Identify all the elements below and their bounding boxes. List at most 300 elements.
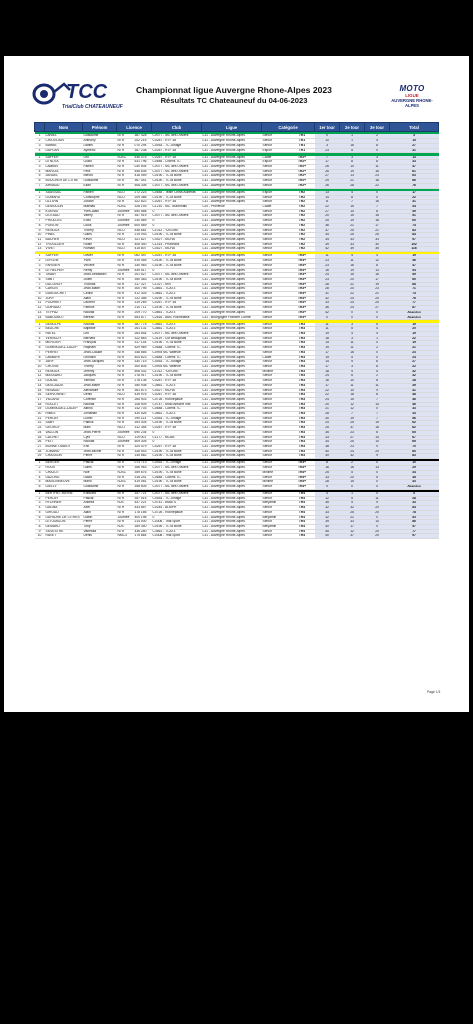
cell-club: C0190 - TC la Burle <box>152 480 202 485</box>
cell-tour3: 0 <box>365 310 390 315</box>
cell-ligue: L31 - Auvergne Rhone-Alpes <box>202 310 262 315</box>
cell-tour2: 21 <box>340 282 365 287</box>
cell-club: C0427 - MCHA <box>152 388 202 393</box>
cell-prenom: Cédric <box>83 292 117 297</box>
cell-prenom: David <box>83 475 117 480</box>
cell-tour1: 12 <box>315 496 340 501</box>
cell-tour1: 28 <box>315 480 340 485</box>
cell-licence-type: NTR <box>117 520 134 525</box>
cell-ligue: L31 - Auvergne Rhone-Alpes <box>202 259 262 264</box>
cell-licence-num: 278 136 <box>134 379 152 384</box>
cell-age-category: Senior <box>262 496 290 501</box>
cell-club: C0190 - TC la Burle <box>152 277 202 282</box>
cell-tour1: 13 <box>315 191 340 195</box>
cell-licence-type: NCO <box>117 247 134 252</box>
cell-total: 3 <box>390 134 439 138</box>
cell-category: TR4 <box>290 496 315 501</box>
cell-tour1: 10 <box>315 139 340 144</box>
cell-tour1: 32 <box>315 506 340 511</box>
cell-total: 97 <box>390 237 439 242</box>
cell-tour2: 24 <box>340 306 365 311</box>
cell-tour1: 36 <box>315 306 340 311</box>
cell-total: 33 <box>390 160 439 165</box>
cell-club: C0077 - MC des Oliviers <box>152 134 202 138</box>
cell-prenom: Leonard <box>83 355 117 360</box>
cell-club: 0 <box>152 430 202 435</box>
cell-total: 27 <box>390 360 439 365</box>
cell-licence-num: 412 303 <box>134 292 152 297</box>
cell-age-category: Senior <box>262 402 290 407</box>
cell-total: 22 <box>390 365 439 370</box>
cell-tour2: 24 <box>340 449 365 454</box>
cell-age-category: Senior <box>262 143 290 148</box>
cell-club: C0077 - MC des Oliviers <box>152 169 202 174</box>
cell-category: TR2+ <box>290 156 315 160</box>
cell-tour2: 25 <box>340 228 365 233</box>
cell-nom: SAUSSAC <box>45 191 83 195</box>
cell-nom: PIOT <box>45 440 83 445</box>
cell-tour1: 19 <box>315 355 340 360</box>
cell-ligue: L31 - Auvergne Rhone-Alpes <box>202 355 262 360</box>
cell-category: TR3 <box>290 435 315 440</box>
cell-tour1: 17 <box>315 365 340 370</box>
cell-ligue: L31 - Auvergne Rhone-Alpes <box>202 254 262 258</box>
cell-age-category: Senior <box>262 323 290 327</box>
cell-ligue: L31 - Auvergne Rhone-Alpes <box>202 379 262 384</box>
cell-total: 27 <box>390 143 439 148</box>
cell-ligue: L31 - Auvergne Rhone-Alpes <box>202 412 262 417</box>
cell-category: TR3 <box>290 440 315 445</box>
cell-licence-type: NTR <box>117 444 134 449</box>
cell-ligue: L31 - Auvergne Rhone-Alpes <box>202 165 262 170</box>
cell-prenom: Cyril <box>83 435 117 440</box>
cell-age-category: Senior <box>262 296 290 301</box>
table-row <box>35 336 439 341</box>
cell-licence-type: NTR <box>117 263 134 268</box>
cell-licence-type: NCO <box>117 393 134 398</box>
cell-rank: 7 <box>35 282 45 287</box>
cell-licence-num: 447 221 <box>134 501 152 506</box>
cell-prenom: Eric <box>83 444 117 449</box>
cell-licence-num: 387 775 <box>134 323 152 327</box>
cell-category: TR3 <box>290 360 315 365</box>
cell-nom: MARCEL <box>45 169 83 174</box>
cell-total: 102 <box>390 242 439 247</box>
cell-nom: TROULLIER <box>45 242 83 247</box>
cell-category: TR3 <box>290 393 315 398</box>
cell-total: 62 <box>390 421 439 426</box>
cell-tour3: 1 <box>365 336 390 341</box>
cell-licence-type: NJSC <box>117 470 134 475</box>
table-row <box>35 374 439 379</box>
cell-ligue: L31 - Auvergne Rhone-Alpes <box>202 282 262 287</box>
cell-licence-type: NCO <box>117 426 134 431</box>
cell-tour2: 19 <box>340 416 365 421</box>
cell-ligue: L31 - Auvergne Rhone-Alpes <box>202 214 262 219</box>
cell-tour3: 6 <box>365 360 390 365</box>
cell-total: 23 <box>390 350 439 355</box>
cell-tour1: 34 <box>315 440 340 445</box>
cell-licence-type: NTR <box>117 529 134 534</box>
cell-ligue: L31 - Auvergne Rhone-Alpes <box>202 143 262 148</box>
cell-tour3: 8 <box>365 393 390 398</box>
cell-tour3: 4 <box>365 139 390 144</box>
cell-age-category: Senior <box>262 534 290 539</box>
cell-ligue: L31 - Auvergne Rhone-Alpes <box>202 475 262 480</box>
cell-tour1: 0 <box>315 134 340 138</box>
cell-licence-num: 214 000 <box>134 520 152 525</box>
cell-age-category: Senior <box>262 306 290 311</box>
cell-club: C0726 - Rochepaule <box>152 397 202 402</box>
cell-licence-num: 073 713 <box>134 461 152 465</box>
cell-tour2: 7 <box>340 412 365 417</box>
cell-tour2: 2 <box>340 461 365 465</box>
cell-tour3: 0 <box>365 480 390 485</box>
cell-tour3: 11 <box>365 496 390 501</box>
cell-total: 28 <box>390 496 439 501</box>
cell-tour2: 0 <box>340 484 365 489</box>
cell-rank: 6 <box>35 484 45 489</box>
cell-tour1: 16 <box>315 379 340 384</box>
cell-licence-type: Journée <box>117 223 134 228</box>
cell-licence-type: NCO <box>117 237 134 242</box>
cell-prenom: Giulio <box>83 160 117 165</box>
cell-licence-num: 348 666 <box>134 350 152 355</box>
cell-ligue: L31 - Auvergne Rhone-Alpes <box>202 461 262 465</box>
cell-club: C0648 - Team Cross Auberas <box>152 191 202 195</box>
cell-total: 39 <box>390 383 439 388</box>
cell-licence-num: 536 075 <box>134 156 152 160</box>
cell-total: 76 <box>390 296 439 301</box>
cell-total: 61 <box>390 169 439 174</box>
cell-licence-type: NTR <box>117 341 134 346</box>
cell-category: TR3 <box>290 350 315 355</box>
cell-ligue: L31 - Auvergne Rhone-Alpes <box>202 341 262 346</box>
cell-tour3: 2 <box>365 134 390 138</box>
cell-rank: 6 <box>35 515 45 520</box>
table-row <box>35 412 439 417</box>
cell-category: TR4 <box>290 529 315 534</box>
cell-rank: 3 <box>35 200 45 205</box>
table-row <box>35 492 439 496</box>
cell-tour3: 21 <box>365 292 390 297</box>
cell-licence-type: NTR <box>117 174 134 179</box>
cell-tour2: 4 <box>340 332 365 337</box>
cell-category: TR2 <box>290 219 315 224</box>
cell-nom: DI NOTA <box>45 160 83 165</box>
cell-nom: FARGIER <box>45 263 83 268</box>
cell-tour1: 35 <box>315 501 340 506</box>
cell-tour3: 11 <box>365 165 390 170</box>
cell-total: 13 <box>390 156 439 160</box>
cell-tour3: 16 <box>365 200 390 205</box>
cell-tour3: 8 <box>365 263 390 268</box>
cell-ligue: L31 - Auvergne Rhone-Alpes <box>202 402 262 407</box>
cell-category: TR2 <box>290 237 315 242</box>
cell-tour3: 6 <box>365 430 390 435</box>
cell-category: TR3 <box>290 369 315 374</box>
cell-prenom: Jacques <box>83 374 117 379</box>
cell-prenom: Julien <box>83 277 117 282</box>
cell-tour1: 19 <box>315 346 340 351</box>
cell-tour3: 7 <box>365 416 390 421</box>
cell-licence-type: Journée <box>117 430 134 435</box>
cell-rank: 5 <box>35 273 45 278</box>
cell-category: TR3 <box>290 332 315 337</box>
cell-club: C0267 - RTF 38 <box>152 254 202 258</box>
cell-club: C0267 - RTF 38 <box>152 393 202 398</box>
cell-category: TR2 <box>290 205 315 210</box>
cell-total: 65 <box>390 430 439 435</box>
cell-club: 0 <box>152 223 202 228</box>
cell-age-category: Senior <box>262 475 290 480</box>
cell-tour1: 25 <box>315 470 340 475</box>
cell-licence-num: 210 711 <box>134 306 152 311</box>
cell-tour2: 9 <box>340 501 365 506</box>
cell-nom: PINEL <box>45 233 83 238</box>
cell-tour3: 9 <box>365 501 390 506</box>
cell-licence-type: NCO <box>117 195 134 200</box>
cell-age-category: Cadet <box>262 355 290 360</box>
cell-prenom: Lionel <box>83 416 117 421</box>
cell-licence-num: 330 719 <box>134 360 152 365</box>
cell-category: TR3+ <box>290 268 315 273</box>
cell-licence-type: NTR <box>117 510 134 515</box>
cell-rank: 8 <box>35 524 45 529</box>
cell-tour1: 34 <box>315 237 340 242</box>
cell-licence-type: NTR <box>117 179 134 184</box>
cell-rank: 12 <box>35 306 45 311</box>
table-row <box>35 355 439 360</box>
cell-ligue: L31 - Auvergne Rhone-Alpes <box>202 292 262 297</box>
cell-licence-type: NTR <box>117 496 134 501</box>
cell-nom: TEYPAZ <box>45 310 83 315</box>
cell-total: 22 <box>390 195 439 200</box>
cell-nom: CARLIN <box>45 287 83 292</box>
cell-licence-type: NTR <box>117 200 134 205</box>
cell-tour2: 27 <box>340 435 365 440</box>
cell-licence-type: NTR <box>117 277 134 282</box>
sheet-header <box>4 56 469 114</box>
cell-rank: 4 <box>35 169 45 174</box>
cell-tour1: 40 <box>315 524 340 529</box>
cell-prenom: Nicolas <box>83 310 117 315</box>
cell-ligue: L31 - Auvergne Rhone-Alpes <box>202 233 262 238</box>
cell-prenom: Jean-Marie <box>83 383 117 388</box>
cell-total: 49 <box>390 209 439 214</box>
cell-age-category: Senior <box>262 223 290 228</box>
table-row <box>35 484 439 489</box>
cell-total: 69 <box>390 440 439 445</box>
cell-nom: POISON <box>45 223 83 228</box>
cell-tour2: 8 <box>340 160 365 165</box>
cell-tour1: 11 <box>315 323 340 327</box>
cell-licence-num: 416 059 <box>134 174 152 179</box>
cell-nom: GEORGY <box>45 426 83 431</box>
cell-licence-num: 400 196 <box>134 515 152 520</box>
cell-licence-num: 357 919 <box>134 214 152 219</box>
cell-licence-num: 202 215 <box>134 139 152 144</box>
cell-rank: 5 <box>35 209 45 214</box>
cell-category: TR3 <box>290 374 315 379</box>
cell-licence-num: 175 864 <box>134 534 152 539</box>
cell-total: 116 <box>390 247 439 252</box>
cell-tour2: 24 <box>340 301 365 306</box>
cell-total: 32 <box>390 369 439 374</box>
cell-licence-num: 408 440 <box>134 242 152 247</box>
cell-total: 86 <box>390 520 439 525</box>
cell-total: 41 <box>390 388 439 393</box>
cell-ligue: L31 - Auvergne Rhone-Alpes <box>202 365 262 370</box>
cell-total: 33 <box>390 412 439 417</box>
cell-tour1: 8 <box>315 461 340 465</box>
cell-ligue: L31 - Auvergne Rhone-Alpes <box>202 397 262 402</box>
cell-licence-num: 290 113 <box>134 416 152 421</box>
cell-ligue: L31 - Auvergne Rhone-Alpes <box>202 492 262 496</box>
cell-licence-type: Journée <box>117 209 134 214</box>
cell-tour2: 21 <box>340 223 365 228</box>
cell-licence-type: NTR <box>117 242 134 247</box>
cell-licence-num: 430 526 <box>134 412 152 417</box>
cell-licence-num: 359 676 <box>134 470 152 475</box>
cell-rank: 18 <box>35 402 45 407</box>
cell-tour3: 0 <box>365 355 390 360</box>
cell-tour1: 14 <box>315 195 340 200</box>
cell-licence-type: NJSC <box>117 156 134 160</box>
cell-total: 83 <box>390 454 439 459</box>
cell-tour1: 11 <box>315 254 340 258</box>
cell-tour2: 19 <box>340 169 365 174</box>
cell-ligue: L31 - Auvergne Rhone-Alpes <box>202 191 262 195</box>
cell-club: C0077 - MC des Oliviers <box>152 466 202 471</box>
cell-tour3: 16 <box>365 169 390 174</box>
cell-club: C0190 - TC la Burle <box>152 179 202 184</box>
cell-nom: RENOUX <box>45 369 83 374</box>
cell-tour1: 33 <box>315 435 340 440</box>
cell-prenom: Vanessa <box>83 529 117 534</box>
col-licence: Licence <box>117 123 152 132</box>
cell-club: C0453 - TC Jonage <box>152 143 202 148</box>
cell-tour3: 20 <box>365 301 390 306</box>
cell-total: 77 <box>390 529 439 534</box>
cell-prenom: Yannick <box>83 379 117 384</box>
cell-rank: 11 <box>35 301 45 306</box>
cell-prenom: Tony <box>83 524 117 529</box>
cell-tour3: 5 <box>365 475 390 480</box>
cell-licence-num: 509 305 <box>134 440 152 445</box>
cell-tour3: 2 <box>365 374 390 379</box>
cell-rank: 1 <box>35 254 45 258</box>
cell-total: 53 <box>390 515 439 520</box>
cell-nom: TAVAR <box>45 273 83 278</box>
cell-tour3: 5 <box>365 369 390 374</box>
cell-tour2: 32 <box>340 454 365 459</box>
cell-nom: RAVET <box>45 534 83 539</box>
cell-tour1: 21 <box>315 407 340 412</box>
cell-tour1: 4 <box>315 492 340 496</box>
cell-rank: 8 <box>35 287 45 292</box>
cell-rank: 1 <box>35 323 45 327</box>
cell-ligue: L31 - Auvergne Rhone-Alpes <box>202 296 262 301</box>
cell-category: TR4 <box>290 510 315 515</box>
cell-licence-type: NTR <box>117 310 134 315</box>
cell-tour2: 28 <box>340 183 365 188</box>
cell-category: TR3 <box>290 346 315 351</box>
cell-club: 0 <box>152 219 202 224</box>
cell-tour2: 11 <box>340 259 365 264</box>
cell-tour1: 22 <box>315 393 340 398</box>
cell-prenom: Nicolas <box>83 440 117 445</box>
cell-tour1: 30 <box>315 416 340 421</box>
cell-ligue: L20 - Provence <box>202 205 262 210</box>
cell-licence-num: 600 569 <box>134 223 152 228</box>
cell-tour2: 11 <box>340 383 365 388</box>
cell-age-category: Senior <box>262 315 290 320</box>
cell-total: 54 <box>390 268 439 273</box>
cell-club: C0648 - Colens TC <box>152 475 202 480</box>
cell-tour3: 8 <box>365 379 390 384</box>
cell-tour1: 32 <box>315 515 340 520</box>
cell-tour1: 16 <box>315 268 340 273</box>
cell-age-category: Senior <box>262 277 290 282</box>
cell-club: C3661 - TCAT3 <box>152 412 202 417</box>
cell-licence-num: 531 796 <box>134 160 152 165</box>
cell-ligue: L31 - Auvergne Rhone-Alpes <box>202 223 262 228</box>
cell-tour1: 24 <box>315 421 340 426</box>
cell-prenom: Benoit <box>83 174 117 179</box>
cell-tour1: 26 <box>315 169 340 174</box>
cell-nom: BARBE <box>45 143 83 148</box>
cell-category: TR2 <box>290 242 315 247</box>
cell-tour2: 23 <box>340 444 365 449</box>
cell-tour2: 5 <box>340 148 365 153</box>
cell-category: TR3 <box>290 449 315 454</box>
cell-prenom: Jordan <box>83 200 117 205</box>
cell-category: TR3+ <box>290 301 315 306</box>
cell-age-category: Senior <box>262 444 290 449</box>
cell-age-category: Senior <box>262 209 290 214</box>
cell-licence-type: NTR <box>117 388 134 393</box>
cell-tour2: 39 <box>340 247 365 252</box>
cell-total: 63 <box>390 174 439 179</box>
cell-prenom: Elian <box>83 183 117 188</box>
table-row <box>35 388 439 393</box>
cell-licence-type: NTR <box>117 273 134 278</box>
cell-prenom: Aymeric <box>83 148 117 153</box>
cell-age-category: Senior <box>262 397 290 402</box>
cell-prenom: Fabien <box>83 165 117 170</box>
cell-club: C0308 - Trial Sport <box>152 534 202 539</box>
cell-ligue: L31 - Auvergne Rhone-Alpes <box>202 263 262 268</box>
cell-total: 31 <box>390 148 439 153</box>
cell-tour2: 3 <box>340 323 365 327</box>
cell-tour3: 0 <box>365 191 390 195</box>
cell-nom: GIROUD <box>45 510 83 515</box>
cell-ligue: L31 - Auvergne Rhone-Alpes <box>202 350 262 355</box>
cell-ligue: L31 - Auvergne Rhone-Alpes <box>202 520 262 525</box>
cell-licence-num: 356 963 <box>134 466 152 471</box>
cell-tour2: 20 <box>340 277 365 282</box>
cell-tour3: 27 <box>365 306 390 311</box>
cell-tour1: 42 <box>315 310 340 315</box>
cell-prenom: Jérémy <box>83 369 117 374</box>
cell-licence-type: NTR <box>117 449 134 454</box>
cell-tour2: 0 <box>340 310 365 315</box>
cell-licence-type: NTR <box>117 402 134 407</box>
page-title: Championnat ligue Auvergne Rhone-Alpes 2023 <box>136 85 332 95</box>
cell-ligue: L31 - Auvergne Rhone-Alpes <box>202 156 262 160</box>
cell-licence-num: 178 166 <box>134 510 152 515</box>
